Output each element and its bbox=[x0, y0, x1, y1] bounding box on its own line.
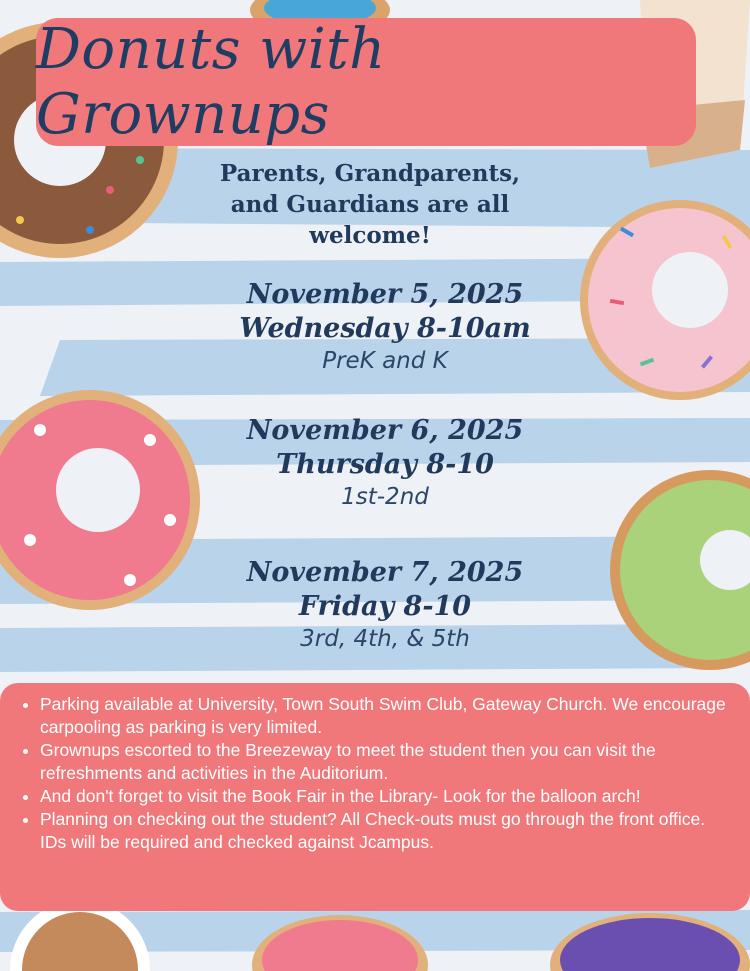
info-panel bbox=[0, 683, 750, 911]
event-day-time: Thursday 8-10 bbox=[276, 449, 494, 480]
page-title: Donuts with Grownups bbox=[36, 17, 386, 147]
welcome-line: and Guardians are all bbox=[230, 191, 510, 218]
event-grades: 3rd, 4th, & 5th bbox=[300, 626, 470, 652]
welcome-line: welcome! bbox=[309, 222, 431, 249]
welcome-message bbox=[180, 158, 560, 251]
event-grades: PreK and K bbox=[322, 348, 448, 374]
event-day-time: Wednesday 8-10am bbox=[239, 313, 531, 344]
info-item-book-fair: • And don't forget to visit the Book Fair in the Library- Look for the balloon arch! bbox=[40, 785, 736, 808]
event-day-time: Friday 8-10 bbox=[298, 591, 472, 622]
info-item-parking: • Parking available at University, Town South Swim Club, Gateway Church. We encourage carpooling as parking is very limited. bbox=[40, 693, 736, 739]
event-block bbox=[200, 278, 570, 376]
event-date: November 6, 2025 bbox=[246, 415, 524, 446]
info-item-checkout: • Planning on checking out the student? All Check-outs must go through the front office. IDs will be required and checked against Jcampus. bbox=[40, 808, 736, 854]
event-date: November 5, 2025 bbox=[246, 279, 524, 310]
title-banner bbox=[36, 18, 696, 146]
welcome-line: Parents, Grandparents, bbox=[219, 160, 521, 187]
info-list bbox=[0, 683, 750, 854]
event-date: November 7, 2025 bbox=[246, 557, 524, 588]
event-grades: 1st-2nd bbox=[341, 484, 429, 510]
event-block bbox=[200, 414, 570, 512]
event-block bbox=[200, 556, 570, 654]
info-item-breezeway: • Grownups escorted to the Breezeway to meet the student then you can visit the refreshments and activities in the Auditorium. bbox=[40, 739, 736, 785]
